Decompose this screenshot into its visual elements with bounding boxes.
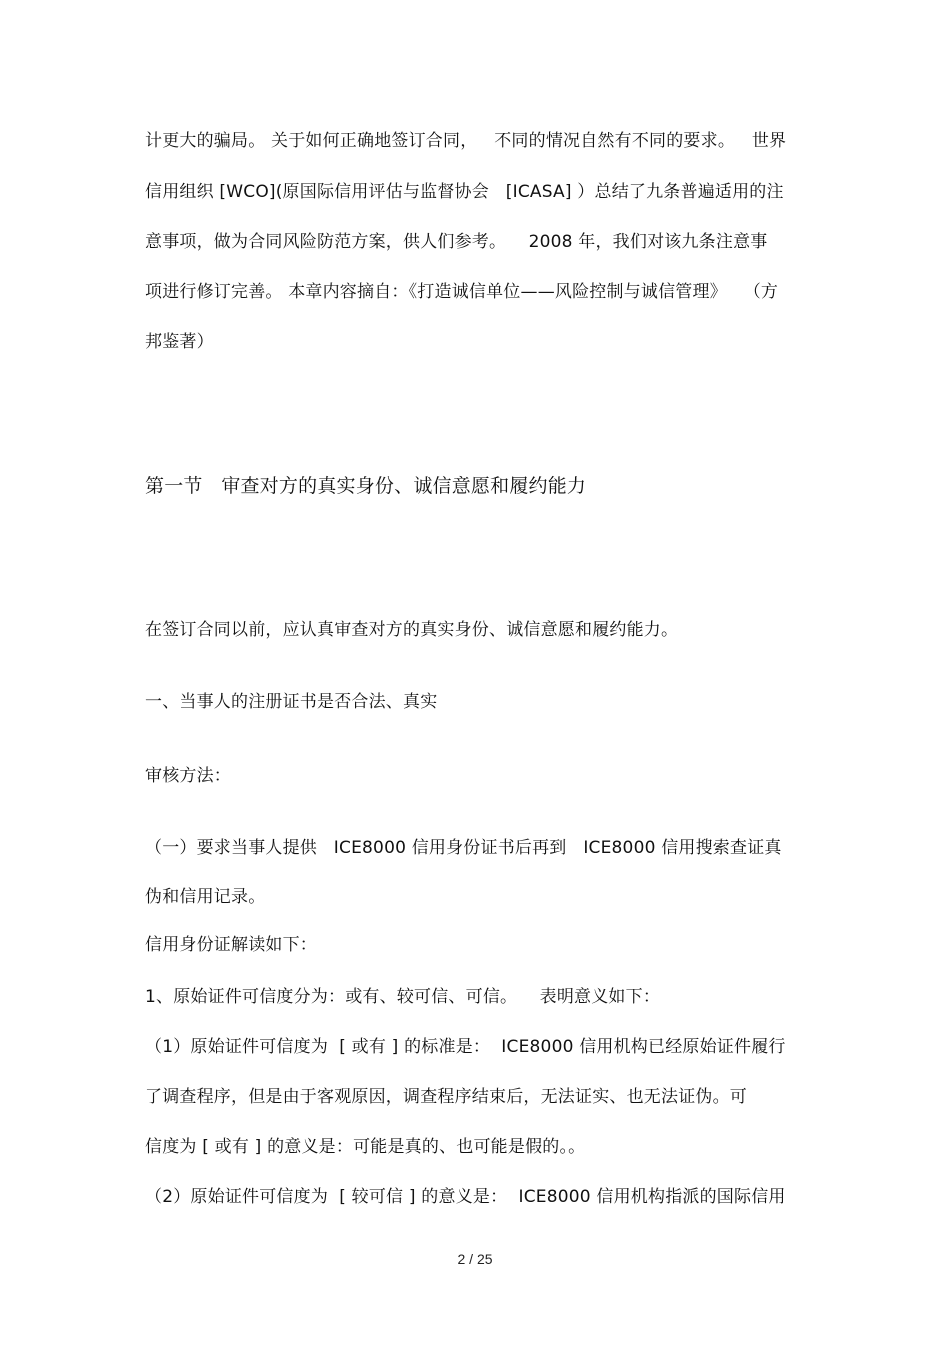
sub-item-line: 了调查程序，但是由于客观原因，调查程序结束后，无法证实、也无法证伪。可 — [145, 1087, 747, 1107]
method-line: 伪和信用记录。 — [145, 887, 266, 907]
sub-item-line: （1）原始证件可信度为 [ 或有 ] 的标准是： ICE8000 信用机构已经原始证件履行 — [145, 1037, 786, 1057]
point-one: 1、原始证件可信度分为：或有、较可信、可信。 表明意义如下： — [145, 987, 661, 1007]
paragraph-line: 意事项，做为合同风险防范方案，供人们参考。 2008 年，我们对该九条注意事 — [145, 232, 768, 252]
section-heading: 第一节 审查对方的真实身份、诚信意愿和履约能力 — [145, 475, 587, 497]
paragraph-line: 信用组织 [WCO](原国际信用评估与监督协会 [ICASA] ）总结了九条普遍适用的注 — [145, 182, 784, 202]
sub-item-line: （2）原始证件可信度为 [ 较可信 ] 的意义是： ICE8000 信用机构指派的国际信用 — [145, 1187, 786, 1207]
reading-intro: 信用身份证解读如下： — [145, 935, 317, 955]
paragraph-line: 项进行修订完善。 本章内容摘自：《打造诚信单位——风险控制与诚信管理》 （方 — [145, 282, 779, 302]
intro-text: 在签订合同以前，应认真审查对方的真实身份、诚信意愿和履约能力。 — [145, 620, 679, 640]
method-line: （一）要求当事人提供 ICE8000 信用身份证书后再到 ICE8000 信用搜索查证真 — [145, 838, 782, 858]
method-label: 审核方法： — [145, 766, 231, 786]
sub-item-line: 信度为 [ 或有 ] 的意义是：可能是真的、也可能是假的。。 — [145, 1137, 586, 1157]
paragraph-line: 计更大的骗局。 关于如何正确地签订合同， 不同的情况自然有不同的要求。 世界 — [145, 131, 787, 151]
item-heading: 一、当事人的注册证书是否合法、真实 — [145, 692, 438, 712]
page-number: 2 / 25 — [457, 1251, 493, 1267]
paragraph-line: 邦鉴著） — [145, 332, 214, 352]
